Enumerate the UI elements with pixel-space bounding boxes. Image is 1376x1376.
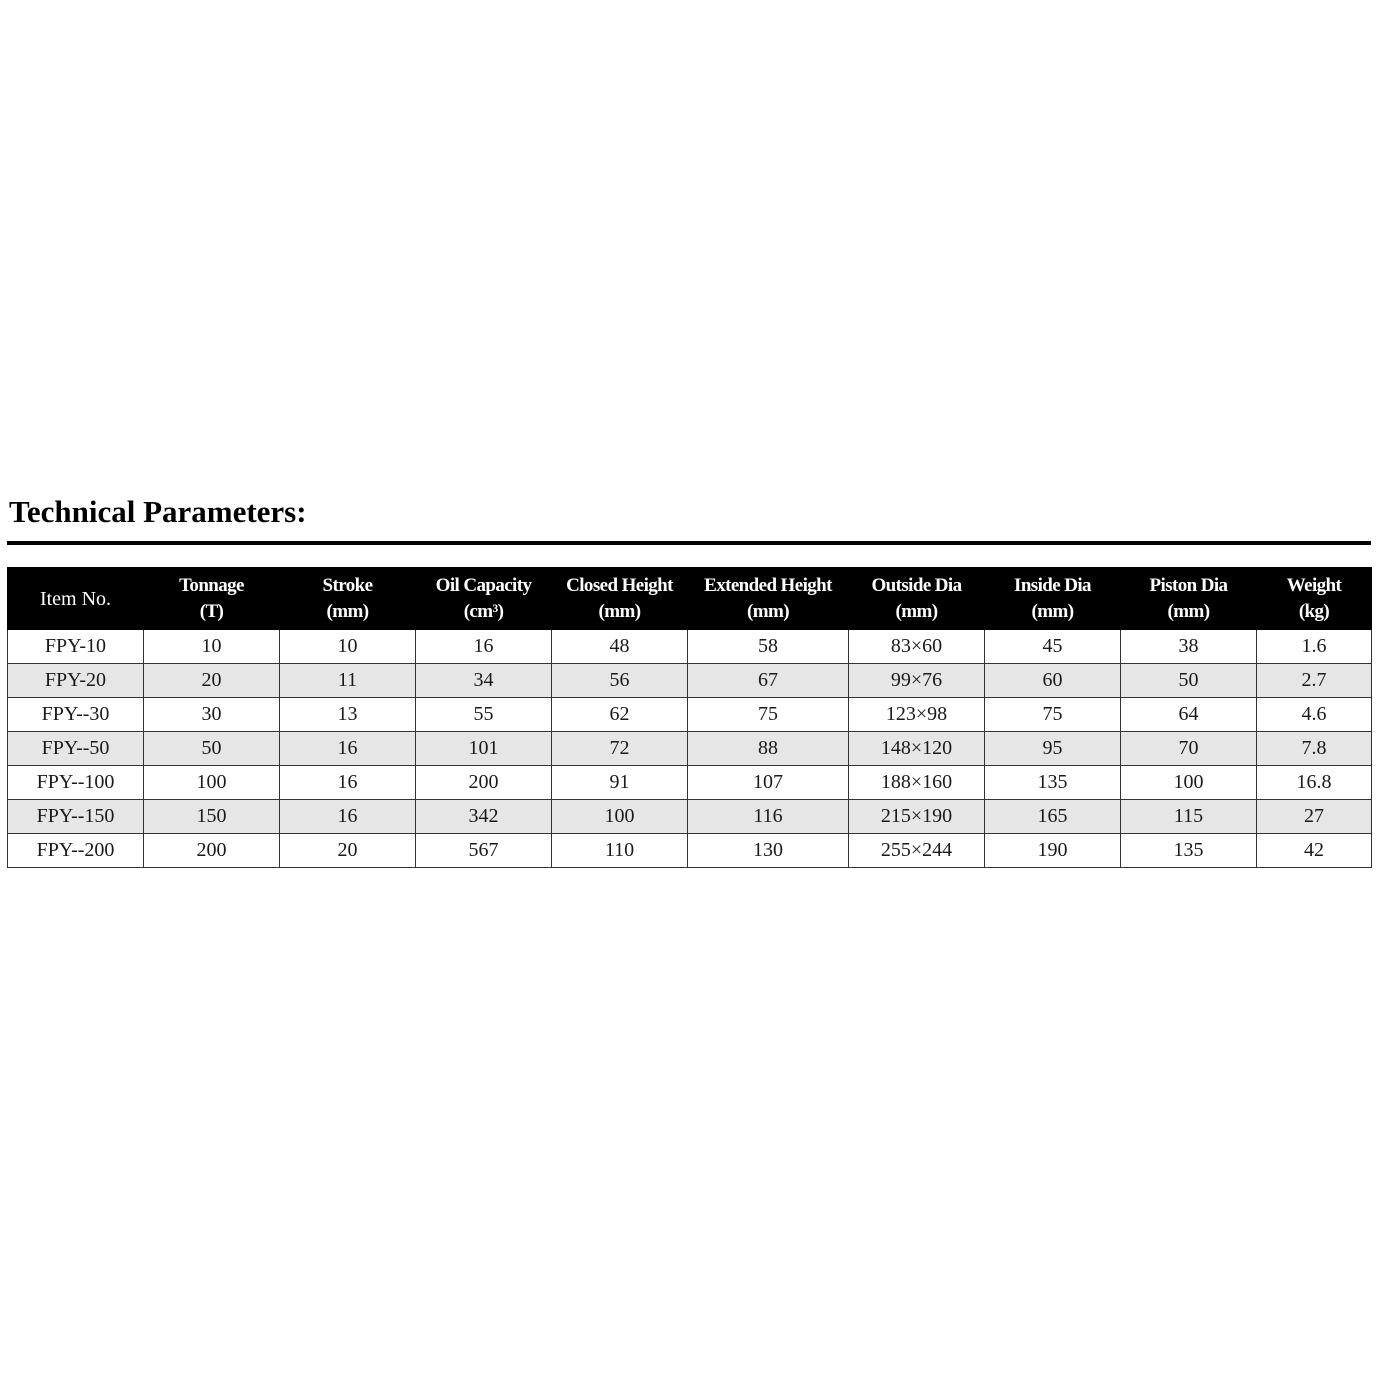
cell-extended-height: 58 [688,630,849,664]
cell-outside-dia: 123×98 [849,698,985,732]
column-header-label: Extended Height [704,574,832,596]
cell-closed-height: 100 [552,800,688,834]
table-body [8,630,1372,868]
page-title: Technical Parameters: [9,494,307,529]
cell-inside-dia: 75 [985,698,1121,732]
cell-tonnage: 50 [144,732,280,766]
cell-oil-capacity: 16 [416,630,552,664]
cell-closed-height: 48 [552,630,688,664]
table-header [8,568,1372,630]
cell-stroke: 20 [280,834,416,868]
cell-inside-dia: 165 [985,800,1121,834]
table-row [8,732,1372,766]
cell-closed-height: 91 [552,766,688,800]
cell-inside-dia: 190 [985,834,1121,868]
cell-weight: 7.8 [1257,732,1372,766]
column-header-unit: (mm) [326,600,369,622]
cell-closed-height: 56 [552,664,688,698]
cell-closed-height: 62 [552,698,688,732]
cell-weight: 1.6 [1257,630,1372,664]
cell-closed-height: 72 [552,732,688,766]
cell-stroke: 16 [280,732,416,766]
cell-piston-dia: 64 [1121,698,1257,732]
cell-inside-dia: 45 [985,630,1121,664]
cell-extended-height: 75 [688,698,849,732]
column-header-unit: (T) [199,600,224,622]
cell-stroke: 16 [280,800,416,834]
technical-parameters-table [7,567,1372,868]
table-row [8,630,1372,664]
cell-stroke: 16 [280,766,416,800]
column-header-label: Outside Dia [871,574,962,596]
cell-item-no: FPY--150 [8,800,144,834]
cell-item-no: FPY--200 [8,834,144,868]
column-header-unit: (mm) [895,600,938,622]
column-header-item-no [8,568,144,630]
cell-stroke: 13 [280,698,416,732]
column-header-unit: (mm) [1031,600,1074,622]
column-header-inside-dia [985,568,1121,630]
column-header-unit: (cm³) [463,600,504,622]
table-row [8,800,1372,834]
cell-extended-height: 107 [688,766,849,800]
cell-inside-dia: 95 [985,732,1121,766]
cell-outside-dia: 188×160 [849,766,985,800]
cell-oil-capacity: 34 [416,664,552,698]
cell-inside-dia: 60 [985,664,1121,698]
title-divider [7,541,1371,545]
cell-inside-dia: 135 [985,766,1121,800]
column-header-label: Closed Height [566,574,673,596]
column-header-label: Weight [1286,574,1342,596]
cell-item-no: FPY-20 [8,664,144,698]
cell-item-no: FPY--100 [8,766,144,800]
cell-piston-dia: 38 [1121,630,1257,664]
cell-oil-capacity: 342 [416,800,552,834]
cell-weight: 42 [1257,834,1372,868]
table-row [8,664,1372,698]
column-header-label: Piston Dia [1149,574,1228,596]
cell-item-no: FPY--50 [8,732,144,766]
table-row [8,834,1372,868]
column-header-label: Inside Dia [1014,574,1091,596]
table-row [8,766,1372,800]
cell-extended-height: 130 [688,834,849,868]
cell-stroke: 11 [280,664,416,698]
cell-oil-capacity: 55 [416,698,552,732]
column-header-unit: (mm) [747,600,789,622]
cell-item-no: FPY--30 [8,698,144,732]
cell-weight: 4.6 [1257,698,1372,732]
column-header-label: Item No. [39,587,112,610]
column-header-unit: (mm) [1167,600,1210,622]
cell-closed-height: 110 [552,834,688,868]
cell-tonnage: 150 [144,800,280,834]
header-row [8,568,1372,630]
cell-tonnage: 100 [144,766,280,800]
cell-extended-height: 88 [688,732,849,766]
cell-weight: 2.7 [1257,664,1372,698]
cell-tonnage: 30 [144,698,280,732]
cell-extended-height: 67 [688,664,849,698]
column-header-stroke [280,568,416,630]
column-header-piston-dia [1121,568,1257,630]
column-header-extended-height [688,568,849,630]
column-header-oil-capacity [416,568,552,630]
column-header-label: Oil Capacity [435,574,532,596]
cell-stroke: 10 [280,630,416,664]
cell-weight: 27 [1257,800,1372,834]
cell-tonnage: 10 [144,630,280,664]
column-header-tonnage [144,568,280,630]
cell-outside-dia: 83×60 [849,630,985,664]
cell-weight: 16.8 [1257,766,1372,800]
table-row [8,698,1372,732]
cell-piston-dia: 50 [1121,664,1257,698]
cell-tonnage: 200 [144,834,280,868]
cell-item-no: FPY-10 [8,630,144,664]
cell-oil-capacity: 567 [416,834,552,868]
column-header-label: Tonnage [179,574,244,596]
cell-extended-height: 116 [688,800,849,834]
cell-outside-dia: 215×190 [849,800,985,834]
cell-oil-capacity: 101 [416,732,552,766]
cell-piston-dia: 135 [1121,834,1257,868]
column-header-weight [1257,568,1372,630]
cell-oil-capacity: 200 [416,766,552,800]
cell-outside-dia: 255×244 [849,834,985,868]
cell-piston-dia: 100 [1121,766,1257,800]
column-header-outside-dia [849,568,985,630]
cell-outside-dia: 99×76 [849,664,985,698]
column-header-unit: (mm) [598,600,641,622]
cell-piston-dia: 115 [1121,800,1257,834]
cell-piston-dia: 70 [1121,732,1257,766]
column-header-label: Stroke [322,574,373,596]
cell-outside-dia: 148×120 [849,732,985,766]
column-header-unit: (kg) [1298,600,1330,622]
column-header-closed-height [552,568,688,630]
cell-tonnage: 20 [144,664,280,698]
